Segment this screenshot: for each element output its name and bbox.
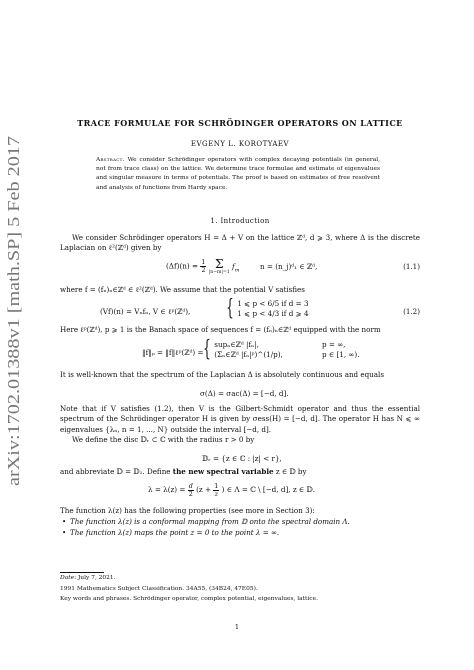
eq1-rhs: $f_m$ <box>232 261 240 273</box>
eq6-end: ) ∈ Λ = ℂ \ [−d, d], z ∈ 𝔻. <box>221 485 316 495</box>
eq2-case-1: 1 ⩽ p < 6/5 if d = 3 <box>237 299 309 308</box>
intro-paragraph-5: Note that if V satisfies (1.2), then V is the Gilbert-Schmidt operator and thus the essential spectrum of the Schrödinger operator H is given by σess(H) = [−d, d]. The operator H has N ⩽ ∞ eigenvalues {λₙ, n = 1, ..., N} outside the interval [−d, d]. <box>60 404 420 434</box>
abstract <box>96 156 380 193</box>
eq3-case-1-condition: p = ∞, <box>322 340 346 349</box>
bullet-text-2: The function λ(z) maps the point z = 0 to the point λ = ∞. <box>70 528 280 537</box>
eq2-case-2: 1 ⩽ p < 4/3 if d ⩾ 4 <box>237 309 309 318</box>
paper-title: TRACE FORMULAE FOR SCHRÖDINGER OPERATORS ON LATTICE <box>77 118 403 128</box>
footnote-keywords: Key words and phrases. Schrödinger operator, complex potential, eigenvalues, lattice. <box>60 596 318 602</box>
eq6-fraction-d2: $\frac{d}{2}$ <box>188 482 193 498</box>
eq2-lhs: (Vf)(n) = Vₙfₙ, V ∈ ℓᵖ(ℤᵈ), <box>100 307 191 316</box>
eq1-sum: Σ |n−m|=1 <box>208 257 230 275</box>
page-number: 1 <box>234 623 240 631</box>
author-name: EVGENY L. KOROTYAEV <box>190 140 290 148</box>
date-value: : July 7, 2021. <box>74 575 116 581</box>
eq3-brace: { <box>203 337 211 362</box>
footnote-date <box>60 574 420 583</box>
property-bullet-1 <box>62 517 420 527</box>
eq1-number: (1.1) <box>403 262 420 271</box>
eq3-cases <box>214 340 283 360</box>
eq3-lhs: ‖f‖ₚ = ‖f‖ℓᵖ(ℤᵈ) = <box>142 348 204 357</box>
bullet-dot: • <box>62 528 67 537</box>
eq2-number: (1.2) <box>403 307 420 316</box>
footnote-msc: 1991 Mathematics Subject Classification. 34A55, (34B24, 47E05). <box>60 586 258 592</box>
abstract-text: We consider Schrödinger operators with complex decaying potentials (in general, not from trace class) on the lattice. We determine trace formulae and estimate of eigenvalues and singular measure in terms of potentials. The proof is based on estimates of free resolvent and analysis of functions from Hardy space. <box>96 157 381 191</box>
arxiv-stamp-text: arXiv:1702.01388v1 [math.SP] 5 Feb 2017 <box>4 201 23 486</box>
eq1-lhs: (Δf)(n) = <box>166 261 199 271</box>
eq1-condition: n = (n_j)ᵈ₁ ∈ ℤᵈ, <box>260 262 318 271</box>
eq3-case-2-condition: p ∈ [1, ∞). <box>322 350 360 359</box>
date-label: Date <box>60 575 75 581</box>
equation-1-1 <box>60 256 420 282</box>
intro-paragraph-8: The function λ(z) has the following properties (see more in Section 3): <box>60 506 315 515</box>
eq3-case-1: supₙ∈ℤᵈ |fₙ|, <box>214 340 259 349</box>
equation-norm <box>60 338 420 368</box>
eq6-lhs: λ = λ(z) = <box>148 485 186 495</box>
eq1-fraction: $\frac{1}{2}$ <box>201 258 206 274</box>
equation-lambda <box>60 480 420 502</box>
equation-disc <box>60 454 420 466</box>
p7-pre: and abbreviate 𝔻 = 𝔻₁. Define <box>60 467 173 476</box>
arxiv-stamp <box>4 130 24 490</box>
eq3-case-2: (Σₙ∈ℤᵈ |fₙ|ᵖ)^(1/p), <box>214 350 283 359</box>
intro-paragraph-4: It is well-known that the spectrum of the Laplacian Δ is absolutely continuous and equals <box>60 370 384 379</box>
eq6-mid: (z + <box>196 485 214 495</box>
bullet-text-1: The function λ(z) is a conformal mapping from 𝔻 onto the spectral domain Λ. <box>70 517 350 526</box>
eq2-brace: { <box>226 296 234 321</box>
equation-1-2 <box>60 297 420 327</box>
intro-paragraph-3: Here ℓᵖ(ℤᵈ), p ⩾ 1 is the Banach space of sequences f = (fₙ)ₙ∈ℤᵈ equipped with the norm <box>60 325 381 334</box>
footnote-rule <box>60 572 104 573</box>
intro-paragraph-2: where f = (fₙ)ₙ∈ℤᵈ ∈ ℓ²(ℤᵈ). We assume that the potential V satisfies <box>60 285 305 294</box>
intro-paragraph-6: We define the disc 𝔻ᵣ ⊂ ℂ with the radius r > 0 by <box>72 435 255 444</box>
property-bullet-2 <box>62 528 420 538</box>
intro-paragraph-1: We consider Schrödinger operators H = Δ + V on the lattice ℤᵈ, d ⩾ 3, where Δ is the discrete Laplacian on ℓ²(ℤᵈ) given by <box>60 233 420 253</box>
p7-bold: the new spectral variable <box>172 467 274 476</box>
section-heading: 1. Introduction <box>210 217 270 225</box>
eq2-cases <box>237 299 308 319</box>
eq4-text: σ(Δ) = σac(Δ) = [−d, d]. <box>200 389 289 398</box>
abstract-label: Abstract. <box>96 157 125 163</box>
eq5-text: 𝔻ᵣ = {z ∈ ℂ : |z| < r}, <box>202 454 282 463</box>
p7-post: z ∈ 𝔻 by <box>273 467 307 476</box>
intro-paragraph-7 <box>60 467 420 477</box>
equation-spectrum <box>60 389 420 401</box>
bullet-dot: • <box>62 517 67 526</box>
eq6-fraction-1z: $\frac{1}{z}$ <box>214 482 219 498</box>
